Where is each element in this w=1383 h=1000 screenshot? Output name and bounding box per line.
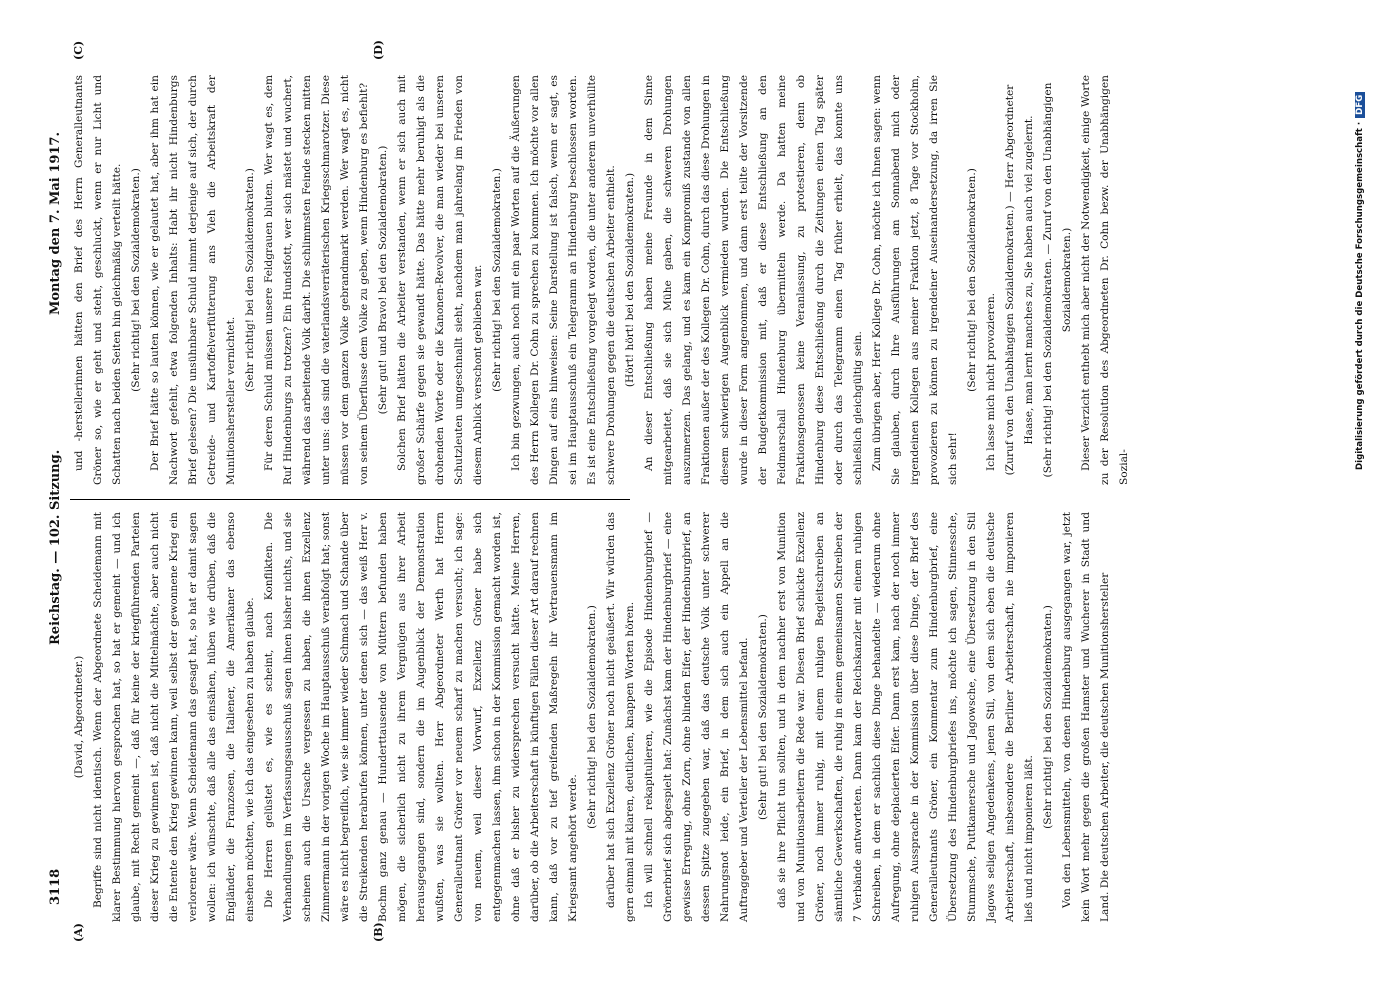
interjection: (Sehr richtig! bei den Sozialdemokraten.) <box>966 168 978 392</box>
attribution-text: Digitalisierung gefördert durch die Deutsche Forschungsgemeinschaft · <box>1355 121 1365 470</box>
margin-marker-a: (A) <box>72 923 85 942</box>
paragraph: Dieser Verzicht enthebt mich aber nicht der Notwendigkeit, einige Worte zu der Resolution des Abgeordneten Dr. Cohn bezw. der Unabhängigen Sozial- <box>1080 75 1130 485</box>
paragraph: Solchen Brief hätten die Arbeiter verstanden, wenn er sich auch mit großer Schärfe gegen sie gewandt hätte. Das hätte mehr beruhigt als die drohenden Worte oder die Kanonen-Revolver, die man wieder bei unseren Schutzleuten umgeschnallt sieht, nachdem man jahrelang im Frieden von diesem Anblick verschont geblieben war. <box>396 75 484 485</box>
paragraph: Die Herren gelüstet es, wie es scheint, nach Konflikten. Die Verhandlungen im Verfassungsausschuß sagen ihnen bisher nichts, und sie scheinen auch die Ursache vergessen zu haben, die ihnen Exzellenz Zimmermann in der vorigen Woche im Hauptausschuß verabfolgt hat; sonst wäre es nicht begreiflich, wie sie immer wieder Schmach und Schande über die Streikenden herabrufen können, unter denen sich — das weiß Herr v. Bochm ganz genau — Hunderttausende von Müttern befunden haben mögen, die sicherlich nicht zu ihrem Vergnügen aus ihrer Arbeit herausgegangen sind, sondern die im Augenblick der Demonstration wußten, was sie wollten. Herr Abgeordneter Werth hat Herrn Generalleutnant Gröner vor neuem scharf zu machen versucht; ich sage: von neuem, weil dieser Vorwurf, Exzellenz Gröner habe sich entgegenmachen lassen, ihm schon in der Kommission gemacht worden ist, ohne daß er bisher zu widersprechen versucht hätte. Meine Herren, darüber, ob die Arbeiterschaft in künftigen Fällen dieser Art darauf rechnen kann, daß vor zu tief greifenden Maßregeln ihr Vertrauensmann im Kriegsamt angehört werde. <box>263 512 579 922</box>
margin-marker-b: (B) <box>372 922 385 942</box>
paragraph: An dieser Entschließung haben meine Freunde in dem Sinne mitgearbeitet, daß sie sich Mühe gaben, die schweren Drohungen auszumerzen. Das gelang, und es kam ein Kompromiß zustande von allen Fraktionen außer der des Kollegen Dr. Cohn, durch das diese Drohungen in diesem schwierigen Augenblick vermieden wurden. Die Entschließung wurde in dieser Form angenommen, und dann erst teilte der Vorsitzende der Budgetkommission mit, daß er diese Entschließung an den Feldmarschall Hindenburg übermitteln werde. Da hatten meine Fraktionsgenossen keine Veranlassung, zu protestieren, denn ob Hindenburg diese Entschließung durch die Zeitungen einen Tag später oder durch das Telegramm einen Tag früher erhielt, das konnte uns schließlich gleichgültig sein. <box>643 75 864 485</box>
paragraph: Für deren Schuld müssen unsere Feldgrauen bluten. Wer wagt es, dem Ruf Hindenburgs zu trotzen? Ein Hundsfott, wer sich mästet und wuchert, während das arbeitende Volk darbt. Die schlimmsten Feinde stecken mitten unter uns: das sind die vaterlandsverräterischen Kriegsschmarotzer. Diese müssen vor dem ganzen Volke gebrandmarkt werden. Wer wagt es, nicht von seinem Überflusse dem Volke zu geben, wenn Hindenburg es befiehlt? <box>263 75 370 485</box>
interjection: (Sehr gut! bei den Sozialdemokraten.) <box>757 614 769 820</box>
dfg-badge: DFG <box>1355 92 1365 118</box>
paragraph: Der Brief hätte so lauten können, wie er gelautet hat, aber ihm hat ein Nachwort gefehlt, etwa folgenden Inhalts: Habt ihr nicht Hindenburgs Brief gelesen? Die unsühnbare Schuld nimmt derjenige auf sich, der durch Getreide- und Kartoffelverfütterung ans Vieh die Arbeitskraft der Munitionshersteller vernichtet. <box>149 75 237 485</box>
margin-marker-d: (D) <box>372 40 385 60</box>
left-text-column <box>70 512 1111 922</box>
paragraph: Zum übrigen aber, Herr Kollege Dr. Cohn, möchte ich Ihnen sagen: wenn Sie glauben, durch Ihre Ausführungen am Sonnabend mich oder irgendeinen Kollegen aus meiner Fraktion jetzt, 8 Tage vor Stockholm, provozieren zu können zu irgendeiner Auseinandersetzung, da irren Sie sich sehr! <box>871 75 959 485</box>
speaker-line: (David, Abgeordneter.) <box>73 655 85 779</box>
interjection: (Sehr richtig! bei den Sozialdemokraten.) <box>130 168 142 392</box>
interjection: (Sehr richtig! bei den Sozialdemokraten.) <box>244 168 256 392</box>
paragraph: Ich lasse mich nicht provozieren. <box>985 292 997 471</box>
interjection: (Sehr richtig! bei den Sozialdemokraten.) <box>491 168 503 392</box>
paragraph: Ich will schnell rekapitulieren, wie die Episode Hindenburgbrief — Grönerbrief sich abgespielt hat: Zunächst kam der Hindenburgbrief — eine gewisse Erregung, ohne Zorn, ohne blinden Eifer, der Hindenburgbrief, an dessen Spitze zugegeben war, daß das deutsche Volk unter schwerer Nahrungsnot leide, ein Brief, in dem sich auch ein Appell an die Auftraggeber und Verteiler der Lebensmittel befand. <box>643 512 750 922</box>
paragraph: Begriffe sind nicht identisch. Wenn der Abgeordnete Scheidemann mit klarer Bestimmung hiervon gesprochen hat, so hat er gemeint — und ich glaube, mit Recht gemeint —, daß für keine der kriegführenden Parteien dieser Krieg zu gewinnen ist, daß nicht die Mittelmächte, aber auch nicht die Entente den Krieg gewinnen kann, weil selbst der gewonnene Krieg ein verlorener wäre. Wenn Scheidemann das gesagt hat, so hat er damit sagen wollen: ich wünschte, daß alle das einsähen, hüben wie drüben, daß die Engländer, die Franzosen, die Italiener, die Amerikaner das ebenso einsehen möchten, wie ich das eingesehen zu haben glaube. <box>92 512 256 922</box>
interjection: (Zuruf von den Unabhängigen Sozialdemokraten.) — Herr Abgeordneter Haase, man lernt manches zu, Sie haben auch viel zugelernt. <box>1004 84 1035 476</box>
date-title: Montag den 7. Mai 1917. <box>48 132 63 315</box>
column-divider <box>70 499 630 500</box>
page-header <box>8 10 76 945</box>
page-number: 3118 <box>48 868 63 905</box>
right-text-column <box>70 75 1130 485</box>
margin-marker-c: (C) <box>72 40 85 60</box>
paragraph: daß sie ihre Pflicht tun sollten, und in dem nachher erst von Munition und von Munitionsarbeitern die Rede war. Diesen Brief schickte Exzellenz Gröner, noch immer ruhig, mit einem ruhigen Begleitschreiben an sämtliche Gewerkschaften, die ruhig in einem gemeinsamen Schreiben der 7 Verbände antworteten. Dann kam der Reichskanzler mit einem ruhigen Schreiben, in dem er sachlich diese Dinge behandelte — wiederum ohne Aufregung, ohne deplacierten Eifer. Dann erst kam, nach der noch immer ruhigen Aussprache in der Kommission über diese Dinge, der Brief des Generalleutnants Gröner, ein Kommentar zum Hindenburgbrief, eine Übersetzung des Hindenburgbriefes ins, möchte ich sagen, Stinnessche, Stummsche, Puttkamersche und Jagowsche, eine Übersetzung in den Stil Jagows seligen Angedenkens, jenen Stil, von dem sich eben die deutsche Arbeiterschaft, insbesondere die Berliner Arbeiterschaft, nie imponieren ließ und nicht imponieren läßt. <box>776 512 1035 922</box>
interjection: (Sehr gut! und Bravo! bei den Sozialdemokraten.) <box>377 145 389 415</box>
interjection: (Sehr richtig! bei den Sozialdemokraten.) <box>586 605 598 829</box>
interjection: (Sehr richtig! bei den Sozialdemokraten.) <box>1042 605 1054 829</box>
paragraph: und -herstellerinnen hätten den Brief des Herrn Generalleutnants Gröner so, wie er geht und steht, geschluckt, wenn er nur Licht und Schatten nach beiden Seiten hin gleichmäßig verteilt hätte. <box>73 75 123 485</box>
paragraph: darüber hat sich Exzellenz Gröner noch nicht geäußert. Wir würden das gern einmal mit klaren, deutlichen, knappen Worten hören. <box>605 512 636 922</box>
interjection: (Sehr richtig! bei den Sozialdemokraten. — Zuruf von den Unabhängigen Sozialdemokraten.) <box>1042 82 1073 478</box>
session-title: Reichstag. — 102. Sitzung. <box>48 449 63 645</box>
paragraph: Ich bin gezwungen, auch noch mit ein paar Worten auf die Äußerungen des Herrn Kollegen Dr. Cohn zu sprechen zu kommen. Ich möchte vor allen Dingen auf eins hinweisen: Seine Darstellung ist falsch, wenn er sagt, es sei im Hauptausschuß ein Telegramm an Hindenburg beschlossen worden. Es ist eine Entschließung vorgelegt worden, die unter anderem unverhüllte schwere Drohungen gegen die deutschen Arbeiter enthielt. <box>510 75 617 485</box>
paragraph: Von den Lebensmitteln, von denen Hindenburg ausgegangen war, jetzt kein Wort mehr gegen die großen Hamster und Wucherer in Stadt und Land. Die deutschen Arbeiter, die deutschen Munitionshersteller <box>1061 512 1111 922</box>
digitization-attribution <box>1355 10 1365 470</box>
interjection: (Hört! hört! bei den Sozialdemokraten.) <box>624 172 636 388</box>
